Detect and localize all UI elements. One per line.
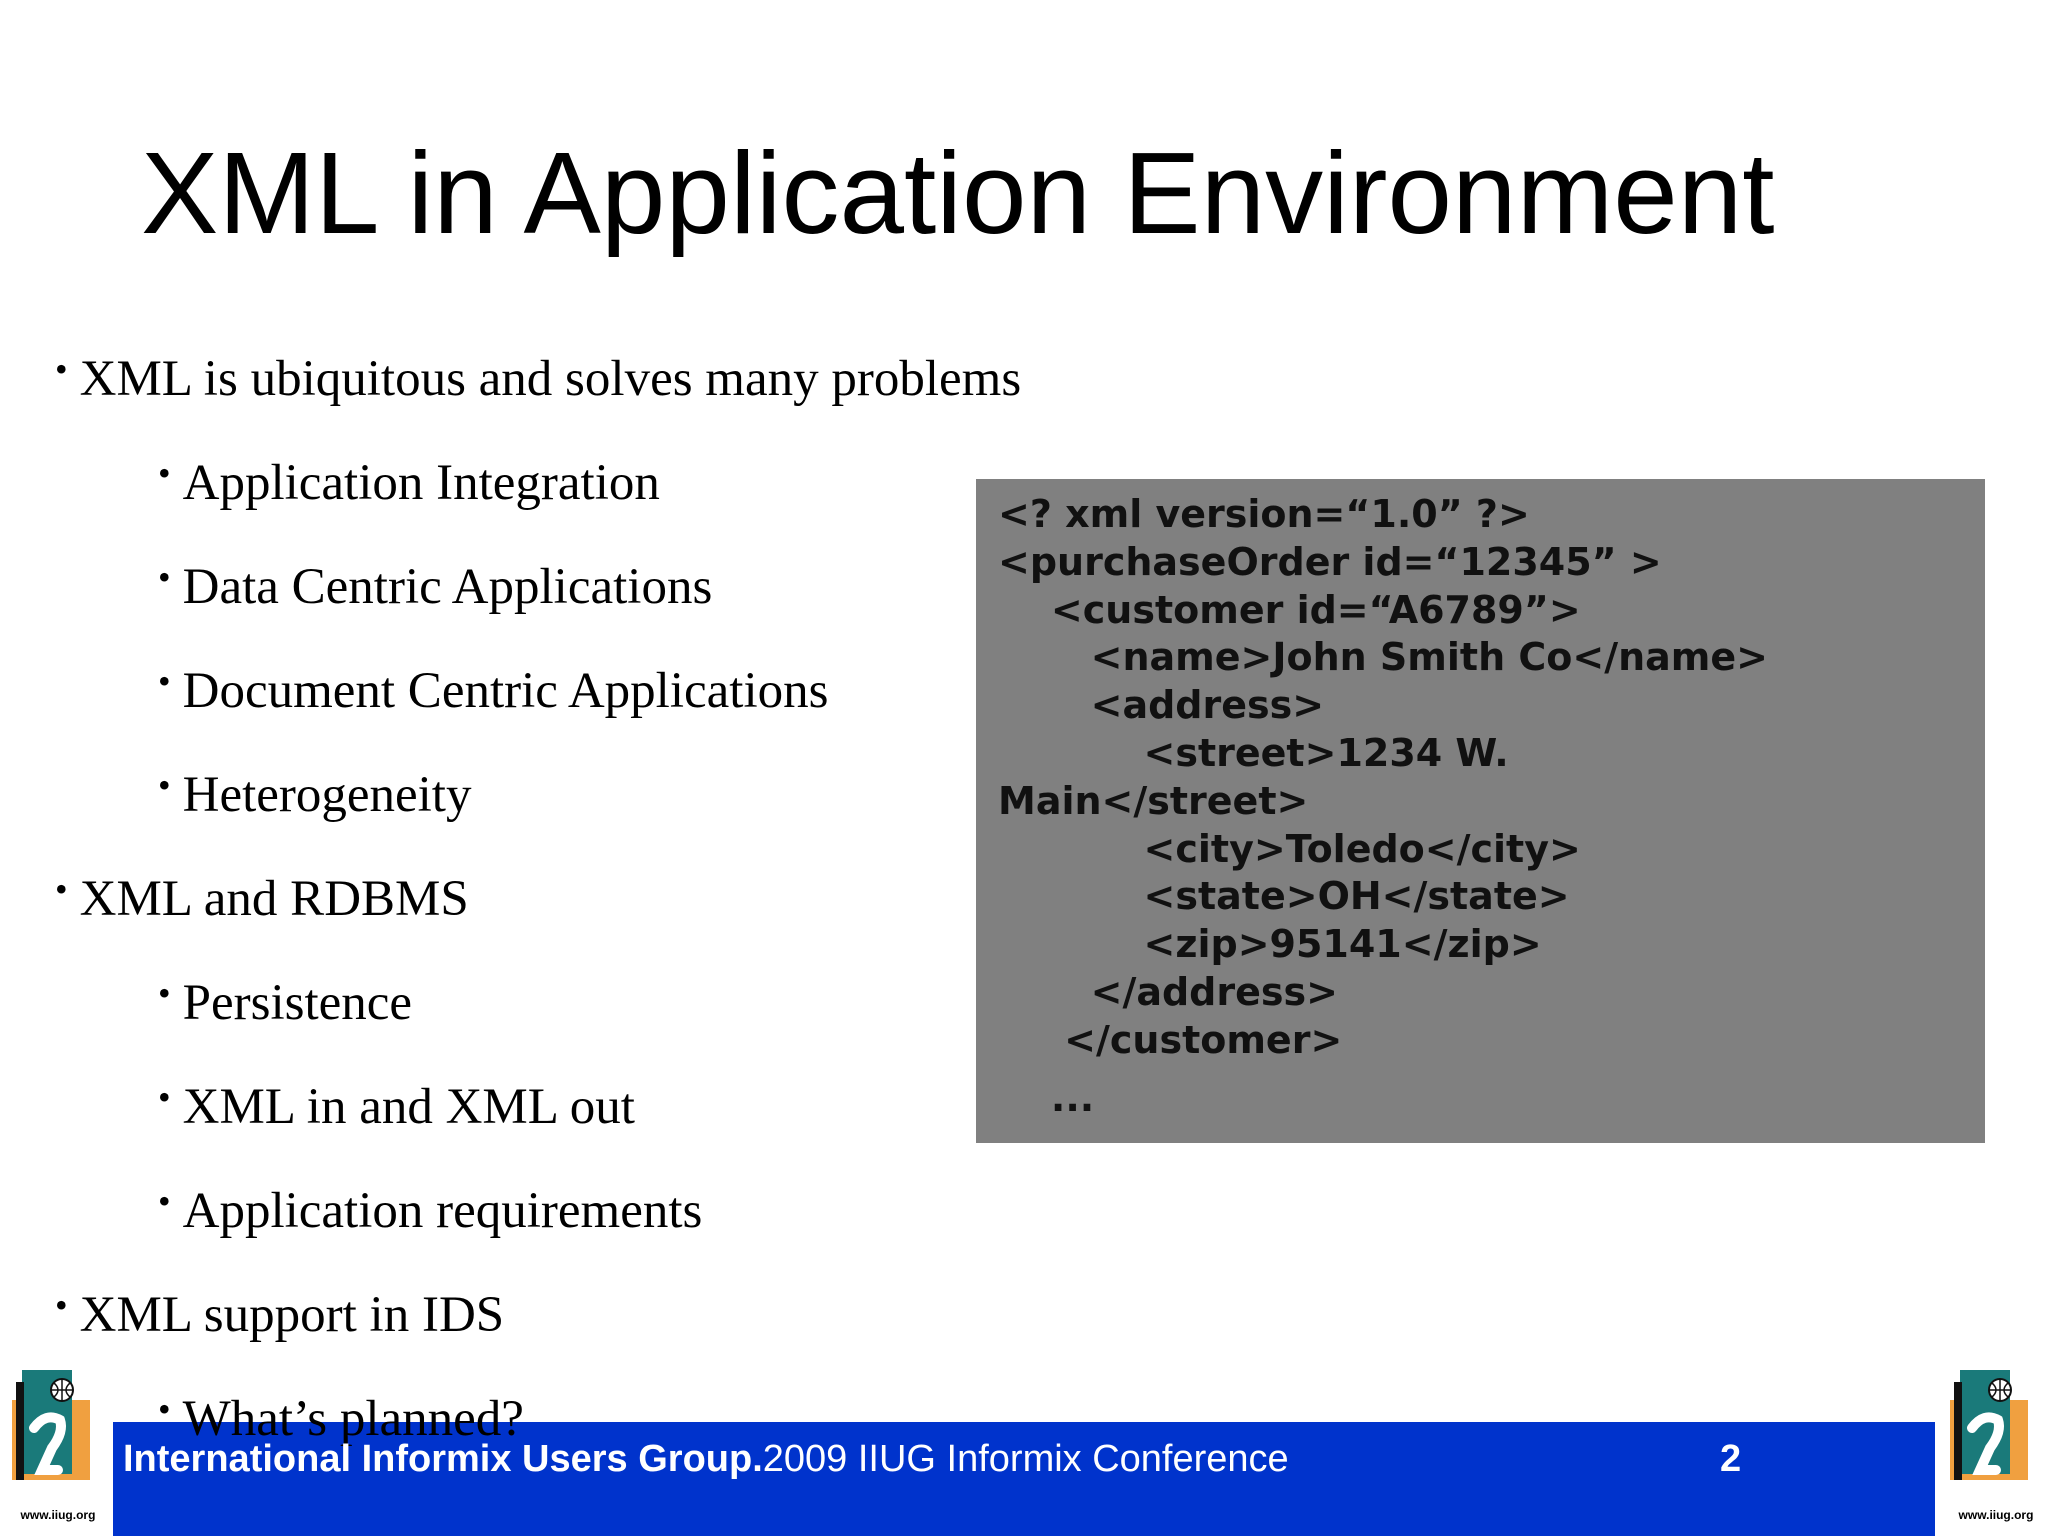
bullet-text: Data Centric Applications — [182, 559, 713, 615]
iiug-logo-right — [1950, 1370, 2042, 1522]
bullet-data-centric — [158, 559, 712, 613]
bullet-dot: • — [158, 765, 171, 805]
code-line: <state>OH</state> — [998, 874, 1570, 919]
code-line: </customer> — [998, 1017, 1343, 1062]
code-line: <address> — [998, 683, 1325, 728]
bullet-dot: • — [158, 1389, 171, 1429]
iiug-logo-icon — [1950, 1370, 2042, 1502]
bullet-dot: • — [55, 869, 68, 909]
bullet-xml-ubiquitous — [55, 351, 1021, 405]
bullet-persistence — [158, 975, 412, 1029]
bullet-text: What’s planned? — [182, 1391, 524, 1447]
iiug-logo-left — [12, 1370, 104, 1522]
code-line: <zip>95141</zip> — [998, 922, 1542, 967]
bullet-text: XML and RDBMS — [79, 871, 469, 927]
footer-conference: 2009 IIUG Informix Conference — [762, 1438, 1289, 1480]
code-line: <street>1234 W. — [998, 730, 1509, 775]
bullet-dot: • — [158, 973, 171, 1013]
bullet-text: Application Integration — [182, 455, 660, 511]
logo-url: www.iiug.org — [1958, 1508, 2034, 1522]
bullet-text: Persistence — [182, 975, 413, 1031]
bullet-dot: • — [158, 453, 171, 493]
bullet-dot: • — [158, 1077, 171, 1117]
bullet-app-integration — [158, 455, 660, 509]
bullet-text: XML in and XML out — [182, 1079, 635, 1135]
bullet-text: XML is ubiquitous and solves many problems — [79, 351, 1022, 407]
bullet-xml-in-out — [158, 1079, 635, 1133]
bullet-dot: • — [158, 1181, 171, 1221]
code-line: </address> — [998, 969, 1338, 1014]
code-line: <? xml version=“1.0” ?> — [998, 492, 1530, 536]
bullet-dot: • — [158, 557, 171, 597]
bullet-heterogeneity — [158, 767, 471, 821]
iiug-logo-icon — [12, 1370, 104, 1502]
code-line: <city>Toledo</city> — [998, 826, 1581, 871]
footer-org: International Informix Users Group. — [123, 1438, 763, 1480]
code-line: <purchaseOrder id=“12345” > — [998, 539, 1662, 584]
page-number: 2 — [1720, 1438, 1742, 1480]
bullet-text: Document Centric Applications — [182, 663, 829, 719]
code-line: <name>John Smith Co</name> — [998, 635, 1768, 680]
bullet-app-requirements — [158, 1183, 702, 1237]
bullet-whats-planned — [158, 1391, 524, 1445]
slide-title: XML in Application Environment — [141, 128, 1775, 258]
bullet-dot: • — [55, 1285, 68, 1325]
bullet-dot: • — [158, 661, 171, 701]
bullet-text: Application requirements — [182, 1183, 703, 1239]
bullet-text: XML support in IDS — [79, 1287, 505, 1343]
logo-url: www.iiug.org — [20, 1508, 96, 1522]
bullet-xml-rdbms — [55, 871, 469, 925]
footer-text — [123, 1438, 1289, 1481]
bullet-xml-ids — [55, 1287, 504, 1341]
code-line: ... — [998, 1075, 1095, 1120]
bullet-document-centric — [158, 663, 828, 717]
bullet-text: Heterogeneity — [182, 767, 472, 823]
code-sample — [998, 491, 1768, 1122]
bullet-dot: • — [55, 349, 68, 389]
code-line: <customer id=“A6789”> — [998, 587, 1581, 632]
code-line: Main</street> — [998, 778, 1309, 823]
